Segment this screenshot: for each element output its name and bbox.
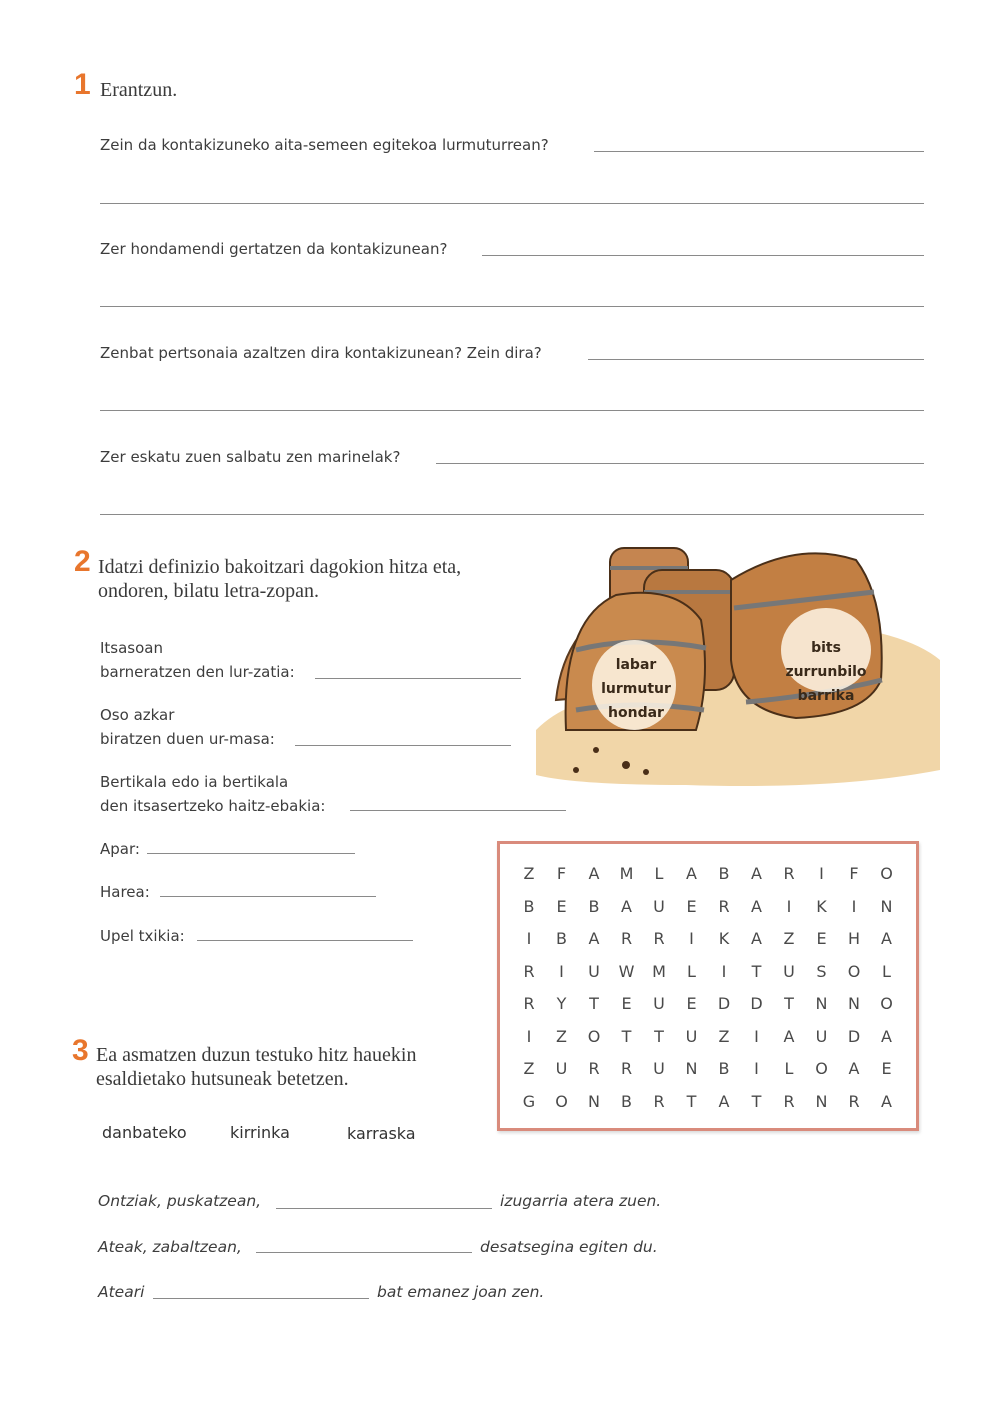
sentence-2-before: Ateak, zabaltzean, — [98, 1238, 242, 1256]
answer-line[interactable] — [100, 514, 924, 515]
word-search-letter[interactable]: R — [653, 929, 665, 948]
answer-line[interactable] — [588, 359, 924, 360]
answer-line[interactable] — [100, 203, 924, 204]
question-1: Zein da kontakizuneko aita-semeen egitekoa lurmuturrean? — [100, 136, 549, 154]
word-search-letter[interactable]: N — [588, 1091, 600, 1111]
word-search-letter[interactable]: I — [526, 1026, 532, 1046]
word-search-letter[interactable]: A — [588, 929, 600, 948]
barrel-words-left — [598, 653, 674, 725]
section-3-heading — [96, 1043, 416, 1091]
definition-5: Harea: — [100, 883, 150, 901]
word-option: kirrinka — [230, 1123, 290, 1142]
word-search-letter[interactable]: O — [815, 1059, 828, 1078]
definition-text: biratzen duen ur-masa: — [100, 730, 275, 748]
word-search-letter[interactable]: E — [816, 929, 827, 948]
definition-text: den itsasertzeko haitz-ebakia: — [100, 797, 326, 815]
word-search-letter[interactable]: D — [847, 1026, 861, 1046]
answer-line[interactable] — [482, 255, 924, 256]
word-search-letter[interactable]: R — [620, 1059, 633, 1078]
sentence-3-after: bat emanez joan zen. — [377, 1283, 545, 1301]
word-search-letter[interactable]: T — [784, 994, 794, 1013]
word-search-letter[interactable]: Z — [523, 864, 535, 883]
word-search-letter[interactable]: U — [685, 1026, 698, 1046]
word-search-grid — [497, 841, 919, 1131]
word-search-letter[interactable]: U — [653, 1059, 665, 1078]
definition-answer-line[interactable] — [147, 853, 355, 854]
question-4: Zer eskatu zuen salbatu zen marinelak? — [100, 448, 401, 466]
definition-6: Upel txikia: — [100, 927, 185, 945]
sentence-blank[interactable] — [276, 1208, 492, 1209]
word-search-letter[interactable]: F — [849, 864, 859, 883]
word-search-letter[interactable]: M — [619, 864, 634, 883]
word-search-letter[interactable]: B — [718, 1059, 730, 1078]
word-search-letter[interactable]: O — [847, 961, 861, 981]
definition-2 — [100, 703, 275, 751]
word-search-letter[interactable]: Z — [523, 1059, 535, 1078]
barrel-word: hondar — [608, 705, 664, 721]
sentence-blank[interactable] — [256, 1252, 472, 1253]
word-search-letter[interactable]: T — [751, 961, 762, 981]
question-2: Zer hondamendi gertatzen da kontakizunean? — [100, 240, 448, 258]
word-search-letter[interactable]: H — [847, 929, 861, 948]
definition-text: barneratzen den lur-zatia: — [100, 663, 295, 681]
word-search-letter[interactable]: A — [588, 864, 600, 883]
word-search-letter[interactable]: A — [881, 929, 892, 948]
section-2-heading — [98, 555, 461, 603]
word-search-letter[interactable]: F — [556, 864, 567, 883]
word-search-letter[interactable]: E — [686, 994, 697, 1013]
word-search-letter[interactable]: B — [588, 896, 600, 916]
word-search-letter[interactable]: N — [815, 994, 828, 1013]
word-search-letter[interactable]: I — [786, 896, 792, 916]
definition-text: Oso azkar — [100, 706, 175, 724]
word-search-letter[interactable]: A — [751, 864, 762, 883]
word-search-letter[interactable]: E — [881, 1059, 892, 1078]
sentence-1-after: izugarria atera zuen. — [500, 1192, 662, 1210]
word-search-letter[interactable]: R — [620, 929, 633, 948]
word-search-letter[interactable]: R — [783, 864, 795, 883]
word-search-letter[interactable]: U — [653, 994, 665, 1013]
word-search-letter[interactable]: Y — [556, 994, 567, 1013]
word-search-letter[interactable]: R — [588, 1059, 600, 1078]
word-search-letter[interactable]: O — [587, 1026, 601, 1046]
section-2-number: 2 — [74, 545, 91, 578]
word-search-letter[interactable]: A — [751, 896, 762, 916]
word-search-letter[interactable]: A — [848, 1059, 860, 1078]
word-option: danbateko — [102, 1123, 187, 1142]
answer-line[interactable] — [436, 463, 924, 464]
word-search-letter[interactable]: K — [816, 896, 827, 916]
word-search-letter[interactable]: R — [523, 994, 535, 1013]
section-2-heading-line1: Idatzi definizio bakoitzari dagokion hitza eta, — [98, 556, 462, 578]
word-search-letter[interactable]: A — [621, 896, 632, 916]
word-search-letter[interactable]: I — [721, 961, 727, 981]
word-search-letter[interactable]: N — [848, 994, 860, 1013]
word-search-letter[interactable]: A — [783, 1026, 795, 1046]
barrel-word: lurmutur — [601, 681, 671, 697]
word-search-letter[interactable]: B — [556, 929, 567, 948]
word-search-letter[interactable]: R — [848, 1091, 860, 1111]
word-search-letter[interactable]: A — [718, 1091, 730, 1111]
definition-text: Itsasoan — [100, 639, 164, 657]
word-search-letter[interactable]: R — [523, 961, 535, 981]
section-1-number: 1 — [74, 68, 91, 101]
word-search-letter[interactable]: K — [718, 929, 730, 948]
barrel-word: labar — [615, 657, 657, 673]
word-search-letter[interactable]: R — [718, 896, 730, 916]
definition-answer-line[interactable] — [295, 745, 511, 746]
word-search-letter[interactable]: R — [653, 1091, 665, 1111]
section-3-number: 3 — [72, 1034, 89, 1067]
question-3: Zenbat pertsonaia azaltzen dira kontakizunean? Zein dira? — [100, 344, 542, 362]
word-search-letter[interactable]: E — [621, 994, 632, 1013]
word-search-letter[interactable]: A — [751, 929, 762, 948]
word-search-letter[interactable]: O — [880, 994, 893, 1013]
word-search-letter[interactable]: L — [882, 961, 891, 981]
word-search-letter[interactable]: N — [880, 896, 893, 916]
barrel-word: zurrunbilo — [785, 664, 867, 680]
answer-line[interactable] — [594, 151, 924, 152]
definition-answer-line[interactable] — [197, 940, 413, 941]
word-search-letter[interactable]: T — [654, 1026, 664, 1046]
section-3-heading-line1: Ea asmatzen duzun testuko hitz hauekin — [96, 1044, 417, 1066]
word-search-letter[interactable]: I — [526, 929, 532, 948]
word-search-letter[interactable]: T — [589, 994, 599, 1013]
word-search-letter[interactable]: U — [588, 961, 600, 981]
definition-4: Apar: — [100, 840, 140, 858]
word-search-letter[interactable]: I — [819, 864, 824, 883]
barrels-illustration — [536, 540, 940, 790]
word-search-letter[interactable]: G — [522, 1091, 536, 1111]
word-search-letter[interactable]: Z — [556, 1026, 567, 1046]
answer-line[interactable] — [100, 410, 924, 411]
section-3-heading-line2: esaldietako hutsuneak betetzen. — [96, 1068, 349, 1090]
word-search-letter[interactable]: T — [621, 1026, 632, 1046]
word-search-letter[interactable]: A — [686, 864, 697, 883]
word-search-letter[interactable]: Z — [718, 1026, 730, 1046]
word-search-letter[interactable]: A — [881, 1026, 892, 1046]
barrel-words-right — [780, 636, 872, 708]
definition-1 — [100, 636, 295, 684]
sentence-1-before: Ontziak, puskatzean, — [98, 1192, 262, 1210]
word-search-letter[interactable]: I — [559, 961, 564, 981]
definition-answer-line[interactable] — [315, 678, 521, 679]
word-search-letter[interactable]: U — [555, 1059, 568, 1078]
sentence-2-after: desatsegina egiten du. — [480, 1238, 658, 1256]
word-search-letter[interactable]: T — [686, 1091, 697, 1111]
answer-line[interactable] — [100, 306, 924, 307]
word-search-letter[interactable]: L — [784, 1059, 794, 1078]
word-search-letter[interactable]: B — [621, 1091, 632, 1111]
word-search-letter[interactable]: U — [783, 961, 795, 981]
definition-answer-line[interactable] — [350, 810, 566, 811]
word-search-letter[interactable]: I — [689, 929, 694, 948]
word-search-letter[interactable]: I — [851, 896, 857, 916]
word-search-letter[interactable]: N — [815, 1091, 828, 1111]
word-search-letter[interactable]: W — [618, 961, 635, 981]
word-search-letter[interactable]: U — [815, 1026, 828, 1046]
word-search-letter[interactable]: M — [652, 961, 666, 981]
sentence-3-before: Ateari — [98, 1283, 145, 1301]
barrels-drawing — [536, 540, 940, 790]
word-search-letter[interactable]: E — [686, 896, 697, 916]
word-search-letter[interactable]: T — [751, 1091, 762, 1111]
definition-text: Bertikala edo ia bertikala — [100, 773, 289, 791]
word-search-letter[interactable]: L — [687, 961, 696, 981]
word-search-letter[interactable]: O — [880, 864, 893, 883]
definition-answer-line[interactable] — [160, 896, 376, 897]
word-search-letter[interactable]: B — [718, 864, 730, 883]
word-search-letter[interactable]: R — [783, 1091, 795, 1111]
word-search-letter[interactable]: A — [881, 1091, 892, 1111]
word-search-letter[interactable]: D — [717, 994, 731, 1013]
section-1-heading: Erantzun. — [100, 79, 178, 101]
word-search-letter[interactable]: Z — [783, 929, 795, 948]
word-search-letter[interactable]: B — [523, 896, 535, 916]
word-option: karraska — [347, 1124, 416, 1143]
word-search-letter[interactable]: L — [654, 864, 664, 883]
word-search-letter[interactable]: S — [816, 961, 827, 981]
word-search-letter[interactable]: D — [750, 994, 763, 1013]
definition-3 — [100, 770, 325, 818]
section-2-heading-line2: ondoren, bilatu letra-zopan. — [98, 580, 320, 602]
word-search-letter[interactable]: U — [653, 896, 665, 916]
word-search-letter[interactable]: I — [754, 1059, 759, 1078]
barrel-word: bits — [811, 640, 841, 656]
barrel-word: barrika — [797, 688, 855, 704]
word-search-letter[interactable]: N — [685, 1059, 698, 1078]
sentence-blank[interactable] — [153, 1298, 369, 1299]
word-search-letter[interactable]: O — [555, 1091, 568, 1111]
word-search-letter[interactable]: I — [754, 1026, 759, 1046]
word-search-letter[interactable]: E — [556, 896, 567, 916]
